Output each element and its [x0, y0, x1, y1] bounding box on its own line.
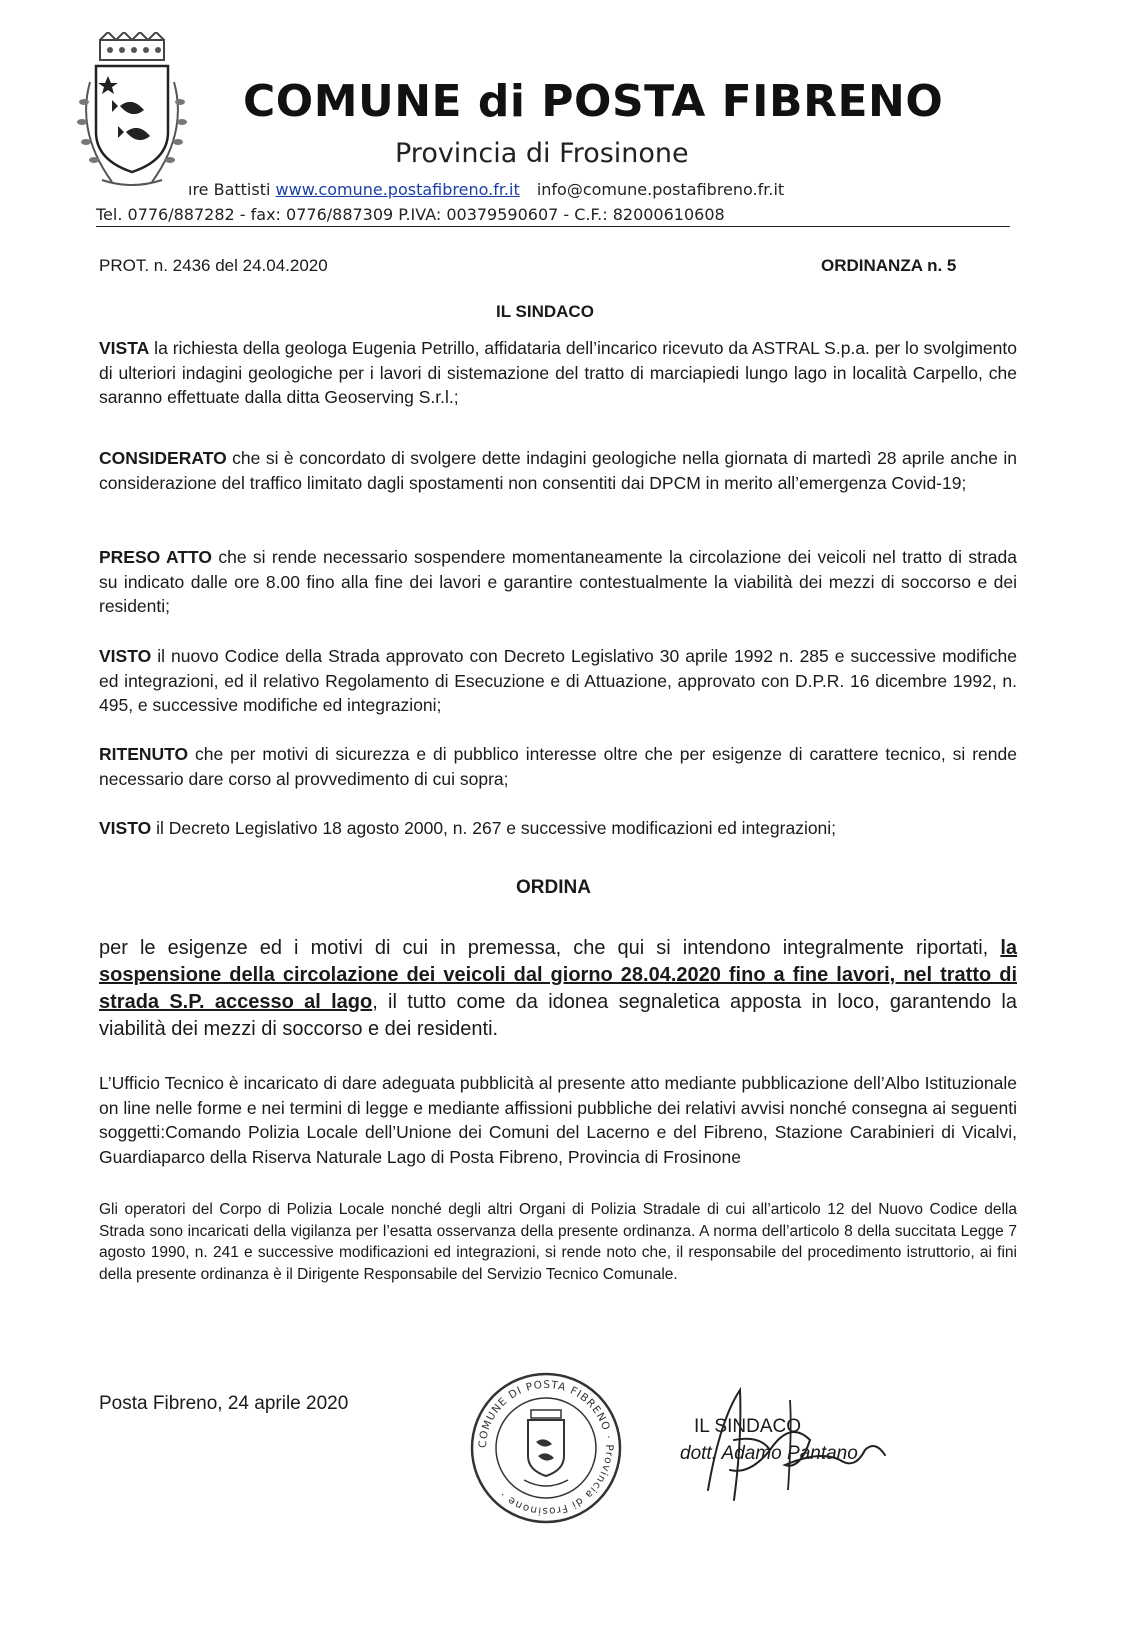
premise-paragraph — [99, 742, 1017, 791]
premise-lead: VISTA — [99, 338, 150, 358]
seal-text: COMUNE DI POSTA FIBRENO · Provincia di Frosinone · — [476, 1378, 616, 1518]
enforcement-paragraph: Gli operatori del Corpo di Polizia Locale nonché degli altri Organi di Polizia Stradale di cui all’articolo 12 del Nuovo Codice della Strada sono incaricati della vigilanza per l’esatta osservanza della presente ordinanza. A norma dell’articolo 8 della succitata Legge 7 agosto 1990, n. 241 e successive modificazioni ed integrazioni, si rende noto che, il responsabile del procedimento istruttorio, ai fini della presente ordinanza è il Dirigente Responsabile del Servizio Tecnico Comunale. — [99, 1201, 1017, 1283]
signatory-name: dott. Adamo Pantano — [680, 1443, 858, 1464]
signature-title: IL SINDACO — [694, 1416, 801, 1437]
municipal-crest-logo — [72, 32, 192, 192]
address-fragment: ıre Battisti — [188, 180, 271, 199]
place-date: Posta Fibreno, 24 aprile 2020 — [99, 1393, 349, 1414]
official-stamp-seal — [468, 1370, 624, 1526]
premise-paragraph — [99, 446, 1017, 495]
premise-lead: PRESO ATTO — [99, 547, 212, 567]
premise-text: che si rende necessario sospendere momentaneamente la circolazione dei veicoli nel tratto di strada su indicato dalle ore 8.00 fino alla fine dei lavori e garantire contestualmente la viabilità dei mezzi di soccorso e dei residenti; — [99, 547, 1017, 616]
ordinance-number: ORDINANZA n. 5 — [821, 256, 957, 275]
ordina-heading: ORDINA — [516, 877, 591, 898]
premise-paragraph — [99, 545, 1017, 619]
document-title: COMUNE di POSTA FIBRENO — [243, 76, 944, 127]
premise-text: il Decreto Legislativo 18 agosto 2000, n. 267 e successive modificazioni ed integrazioni; — [151, 818, 837, 838]
website-link[interactable]: www.comune.postafibreno.fr.it — [275, 180, 520, 199]
contacts-line: Tel. 0776/887282 - fax: 0776/887309 P.IVA: 00379590607 - C.F.: 82000610608 — [96, 205, 725, 224]
premise-text: la richiesta della geologa Eugenia Petrillo, affidataria dell’incarico ricevuto da ASTRAL S.p.a. per lo svolgimento di ulteriori indagini geologiche per i lavori di sistemazione del tratto di marciapiedi lungo lago in località Carpello, che saranno effettuate dalla ditta Geoserving S.r.l.; — [99, 338, 1017, 407]
premise-text: il nuovo Codice della Strada approvato con Decreto Legislativo 30 aprile 1992 n. 285 e successive modifiche ed integrazioni, ed il relativo Regolamento di Esecuzione e di Attuazione, approvato con D.P.R. 16 dicembre 1992, n. 495, e successive modifiche ed integrazioni; — [99, 646, 1017, 715]
email-address: info@comune.postafibreno.fr.it — [536, 180, 785, 199]
order-paragraph — [99, 935, 1017, 1043]
premise-paragraph — [99, 644, 1017, 718]
address-web-line — [188, 180, 784, 199]
premise-paragraph — [99, 336, 1017, 410]
order-rest: , il tutto come da idonea segnaletica apposta in loco, garantendo la viabilità dei mezzi di soccorso e dei residenti. — [99, 991, 1017, 1040]
sindaco-heading: IL SINDACO — [496, 302, 594, 321]
publication-paragraph: L’Ufficio Tecnico è incaricato di dare adeguata pubblicità al presente atto mediante pubblicazione dell’Albo Istituzionale on line nelle forme e nei termini di legge e mediante affissioni pubbliche dei relativi avvisi nonché consegna ai seguenti soggetti:Comando Polizia Locale dell’Unione dei Comuni del Lacerno e del Fibreno, Stazione Carabinieri di Vicalvi, Guardiaparco della Riserva Naturale Lago di Posta Fibreno, Provincia di Frosinone — [99, 1073, 1018, 1167]
premise-text: che si è concordato di svolgere dette indagini geologiche nella giornata di martedì 28 aprile anche in considerazione del traffico limitato dagli spostamenti non consentiti dai DPCM in merito all’emergenza Covid-19; — [99, 448, 1017, 493]
svg-text:COMUNE DI POSTA FIBRENO · Prov — [477, 1379, 615, 1517]
premise-text: che per motivi di sicurezza e di pubblico interesse oltre che per esigenze di carattere tecnico, si rende necessario dare corso al provvedimento di cui sopra; — [99, 744, 1017, 789]
protocol-number: PROT. n. 2436 del 24.04.2020 — [99, 256, 328, 275]
premise-lead: VISTO — [99, 818, 152, 838]
province-subtitle: Provincia di Frosinone — [395, 138, 689, 169]
order-underlined-clause: la sospensione della circolazione dei veicoli dal giorno 28.04.2020 fino a fine lavori, nel tratto di strada S.P. accesso al lago — [99, 937, 1017, 1013]
order-intro: per le esigenze ed i motivi di cui in premessa, che qui si intendono integralmente riportati, — [99, 937, 1001, 959]
handwritten-signature — [690, 1380, 900, 1510]
premise-lead: VISTO — [99, 646, 152, 666]
header-divider — [96, 226, 1010, 227]
premise-lead: RITENUTO — [99, 744, 189, 764]
premise-lead: CONSIDERATO — [99, 448, 227, 468]
premise-paragraph — [99, 816, 1017, 841]
